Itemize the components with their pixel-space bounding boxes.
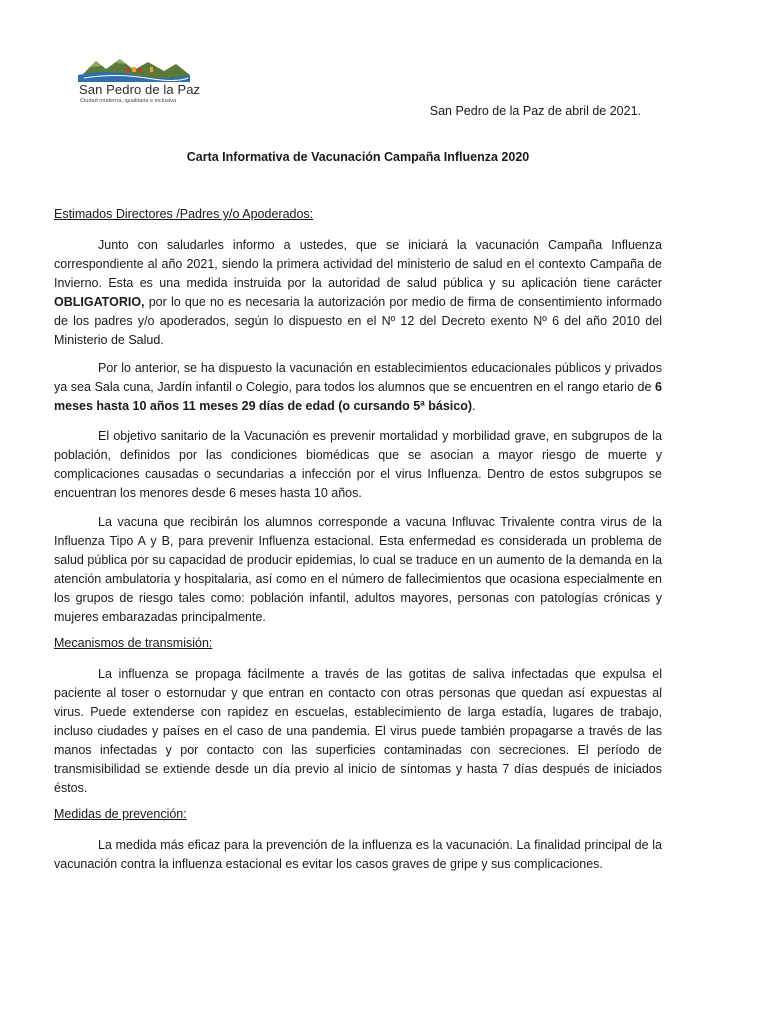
prevention-heading: Medidas de prevención: <box>54 807 187 821</box>
paragraph-transmission: La influenza se propaga fácilmente a través de las gotitas de saliva infectadas que expulsa el paciente al toser o estornudar y que entran en contacto con otras personas que quedan así expuestas al virus. Puede extenderse con rapidez en escuelas, establecimiento de larga estadía, lugares de trabajo, incluso ciudades y países en el caso de una pandemia. El virus puede también propagarse a través de las manos infectadas y por contacto con las superficies contaminadas con secreciones. El período de transmisibilidad se extiende desde un día previo al inicio de síntomas y hasta 7 días después de iniciados éstos. <box>54 667 662 795</box>
date-line: San Pedro de la Paz de abril de 2021. <box>429 104 641 118</box>
paragraph-scope-bold: 6 meses hasta 10 años 11 meses 29 días de edad (o cursando 5ª básico) <box>54 380 662 413</box>
paragraph-scope-text-b: . <box>472 399 476 413</box>
paragraph-scope <box>54 359 662 416</box>
paragraph-vaccine: La vacuna que recibirán los alumnos corresponde a vacuna Influvac Trivalente contra virus de la Influenza Tipo A y B, para prevenir Influenza estacional. Esta enfermedad es considerada un problema de salud pública por su capacidad de producir epidemias, lo cual se traduce en un aumento de la demanda en la atención ambulatoria y hospitalaria, así como en el número de fallecimientos que ocasiona especialmente en los grupos de riesgo tales como: población infantil, adultos mayores, personas con patologías crónicas y mujeres embarazadas principalmente. <box>54 515 662 624</box>
paragraph-intro <box>54 236 662 350</box>
logo-name: San Pedro de la Paz <box>79 82 201 97</box>
paragraph-prevention: La medida más eficaz para la prevención de la influenza es la vacunación. La finalidad principal de la vacunación contra la influenza estacional es evitar los casos graves de gripe y sus complicaciones. <box>54 838 662 871</box>
paragraph-intro-text-a: Junto con saludarles informo a ustedes, que se iniciará la vacunación Campaña Influenza correspondiente al año 2021, siendo la primera actividad del ministerio de salud en el contexto Campaña de Invierno. Esta es una medida instruida por la autoridad de salud pública y su aplicación tiene carácter <box>54 238 662 290</box>
document-title: Carta Informativa de Vacunación Campaña Influenza 2020 <box>186 150 530 164</box>
logo-landscape-icon <box>76 55 192 83</box>
transmission-heading: Mecanismos de transmisión: <box>54 636 213 650</box>
logo-tagline: Ciudad moderna, igualitaria e inclusiva <box>80 98 177 104</box>
paragraph-objective: El objetivo sanitario de la Vacunación es prevenir mortalidad y morbilidad grave, en subgrupos de la población, definidos por las condiciones biomédicas que se asocian a mayor riesgo de muerte y complicaciones causadas o secundarias a infección por el virus Influenza. Dentro de estos subgrupos se encuentran los menores desde 6 meses hasta 10 años. <box>54 429 662 500</box>
municipality-logo <box>76 55 201 105</box>
paragraph-scope-text-a: Por lo anterior, se ha dispuesto la vacunación en establecimientos educacionales públicos y privados ya sea Sala cuna, Jardín infantil o Colegio, para todos los alumnos que se encuentren en el rango etario de <box>54 361 662 394</box>
greeting-heading: Estimados Directores /Padres y/o Apoderados: <box>54 207 314 221</box>
paragraph-intro-bold: OBLIGATORIO, <box>54 295 145 309</box>
paragraph-intro-text-b: por lo que no es necesaria la autorización por medio de firma de consentimiento informado de los padres y/o apoderados, según lo dispuesto en el Nº 12 del Decreto exento Nº 6 del año 2010 del Ministerio de Salud. <box>54 295 662 347</box>
